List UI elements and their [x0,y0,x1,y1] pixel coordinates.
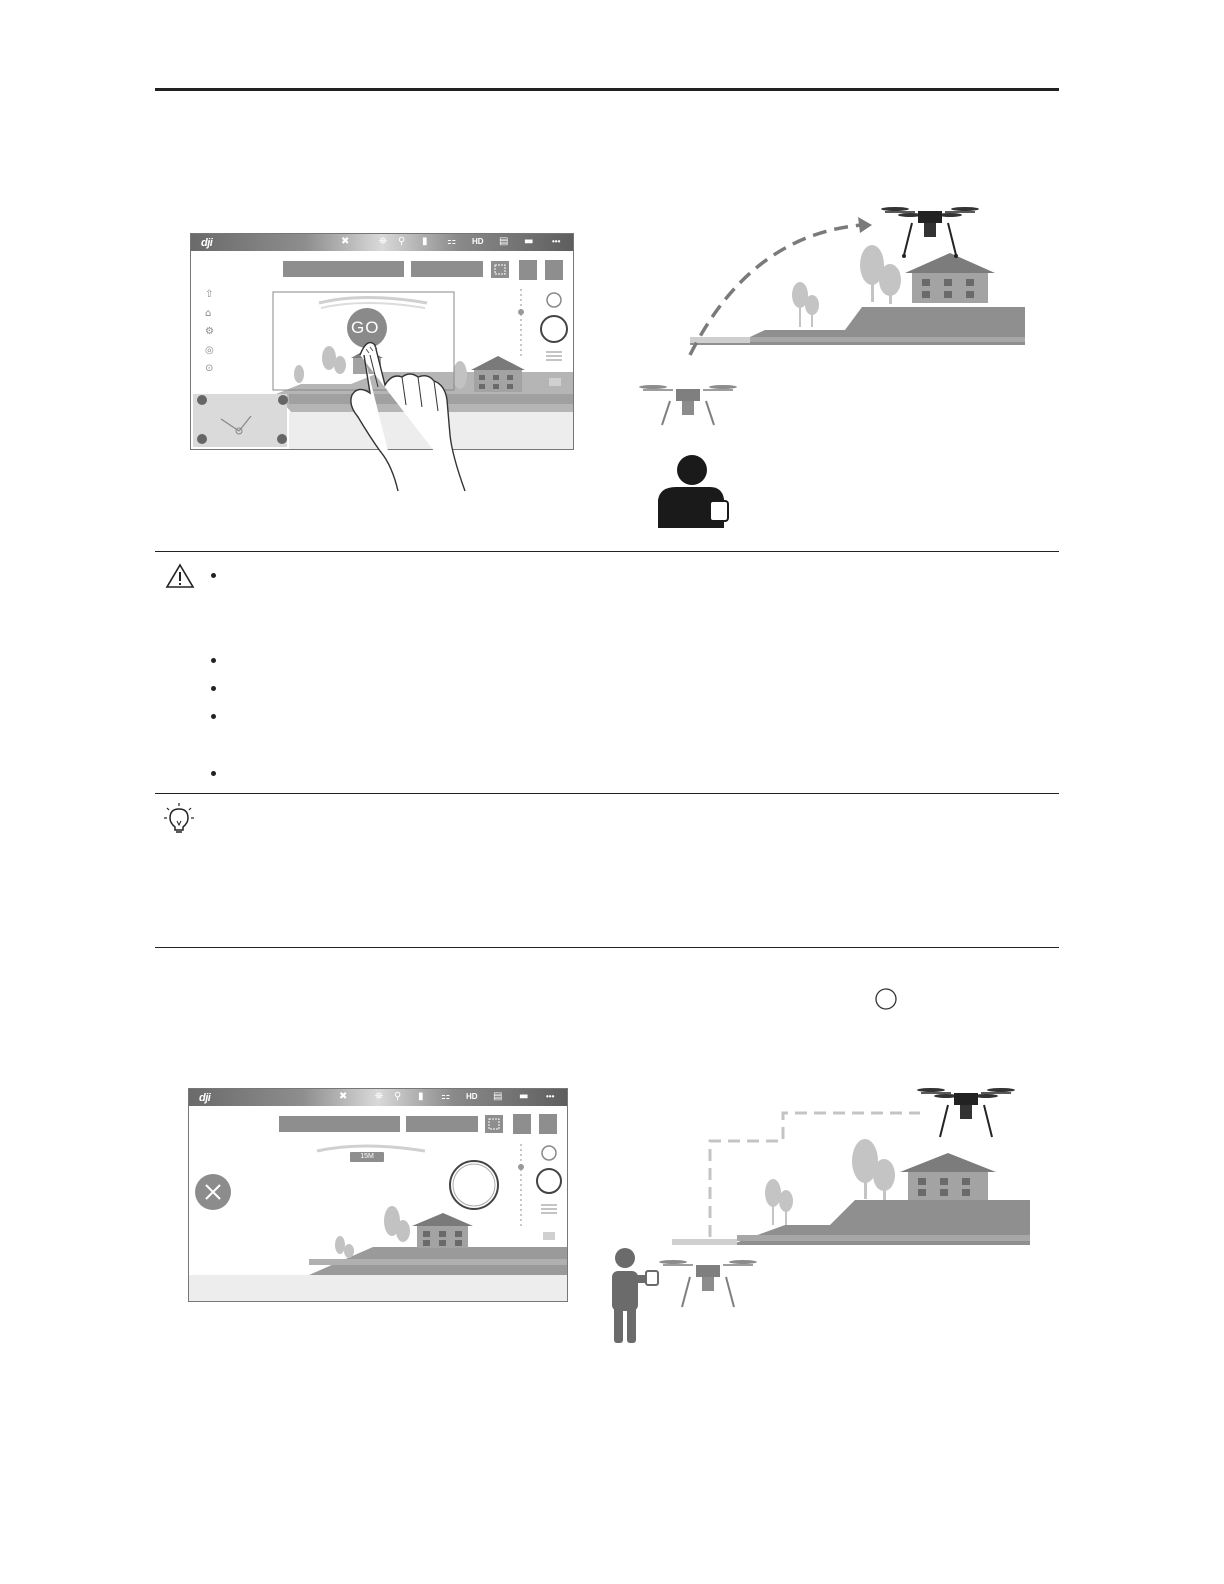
flight-path-arrow [858,217,872,233]
camera-params-bar [406,1116,478,1132]
playback-icon [543,1232,555,1240]
locate-icon [278,395,288,405]
obstacle-icon: ⊙ [205,363,214,374]
minimap [193,394,287,447]
clear-path-icon [277,434,287,444]
header-rule [155,88,1059,91]
pilot-with-remote-icon [612,1248,658,1343]
shutter-button [541,316,567,342]
heading-arc [317,1146,425,1151]
section-rule-warning [155,551,1059,552]
circle-button-icon [874,987,898,1011]
capture-mode-tile [513,1114,531,1134]
satellite-icon[interactable]: ⚲ [394,1091,402,1102]
menu-toggle-icon[interactable]: ▬ [524,236,534,247]
tapfly-cancel-illustration [600,1075,1035,1350]
more-options-icon[interactable]: ••• [546,1092,555,1101]
dji-logo: dji [199,1092,211,1104]
altitude-label: 15M [360,1153,374,1160]
compass-icon [197,395,207,405]
battery-icon[interactable]: ▮ [418,1091,424,1102]
camera-settings-bar [283,261,404,277]
intelligent-mode-icon: ⚙ [205,326,214,337]
switch-mode-icon [542,1146,556,1160]
drone-icon [917,1088,1015,1137]
drone-icon [639,385,737,425]
drone-icon [659,1260,757,1307]
section-rule-tip [155,793,1059,794]
battery-icon[interactable]: ▮ [422,236,428,247]
focus-box-icon [485,1115,503,1133]
tapfly-flight-illustration [630,195,1040,540]
warning-triangle-icon [165,563,195,589]
more-options-icon[interactable]: ••• [552,237,561,246]
gps-signal-icon[interactable]: ⛯ [375,1091,383,1102]
tapping-hand-illustration [340,325,475,495]
lock-tile [539,1114,557,1134]
flight-mode-icon[interactable]: ✖ [341,236,350,247]
camera-settings-bar [279,1116,400,1132]
flight-mode-icon[interactable]: ✖ [339,1091,348,1102]
drone-icon [881,207,979,258]
hd-link-label[interactable]: HD [472,237,484,246]
target-ring [450,1161,498,1209]
switch-mode-icon [547,293,561,307]
lock-tile [545,260,563,280]
warning-bullet-3 [211,686,216,691]
warning-bullet-1 [211,573,216,578]
target-icon: ◎ [205,345,214,356]
playback-icon [549,378,561,386]
warning-bullet-4 [211,714,216,719]
lightbulb-icon [164,803,194,835]
focus-box-icon [491,261,509,278]
gps-signal-icon[interactable]: ⛯ [379,236,387,247]
section-rule-end [155,947,1059,948]
takeoff-icon: ⇧ [205,289,214,300]
warning-bullet-5 [211,771,216,776]
tapfly-cancel-screen [188,1088,568,1302]
cancel-screen-graphics [189,1089,567,1301]
dji-logo: dji [201,237,213,249]
rc-signal-icon[interactable]: ⚏ [441,1091,450,1102]
battery-level-icon[interactable]: ▤ [499,236,509,247]
warning-bullet-2 [211,658,216,663]
rc-signal-icon[interactable]: ⚏ [447,236,456,247]
capture-mode-tile [519,260,537,280]
menu-toggle-icon[interactable]: ▬ [519,1091,529,1102]
satellite-icon[interactable]: ⚲ [398,236,406,247]
pilot-with-remote-icon [658,455,728,528]
shutter-button [537,1169,561,1193]
return-home-icon: ⌂ [205,308,212,319]
zoom-icon [197,434,207,444]
go-button-label[interactable]: GO [351,318,380,337]
camera-params-bar [411,261,483,277]
battery-level-icon[interactable]: ▤ [493,1091,503,1102]
hd-link-label[interactable]: HD [466,1092,478,1101]
